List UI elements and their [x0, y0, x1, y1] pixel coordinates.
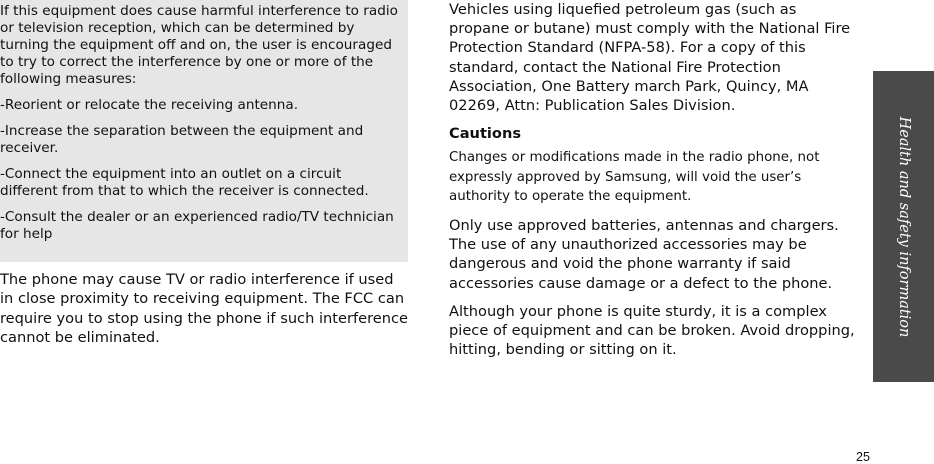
lpg-vehicles-paragraph: Vehicles using liquefied petroleum gas (such as propane or butane) must comply with the National Fire Protection Standard (NFPA-58). For a copy of this standard, contact the National Fire Protection Association, One Battery march Park, Quincy, MA 02269, Attn: Publication Sales Division.	[449, 1, 851, 115]
section-side-tab-label: Health and safety information	[895, 116, 912, 337]
measure-separation: -Increase the separation between the equipment and receiver.	[0, 123, 364, 156]
cautions-intro-paragraph: Changes or modifications made in the radio phone, not expressly approved by Samsung, will void the user’s authority to operate the equipment.	[449, 150, 820, 205]
approved-accessories-paragraph: Only use approved batteries, antennas and chargers. The use of any unauthorized accessories may be dangerous and void the phone warranty if said accessories cause damage or a defect to the phone.	[449, 217, 839, 292]
measure-consult: -Consult the dealer or an experienced radio/TV technician for help	[0, 209, 394, 242]
measure-reorient: -Reorient or relocate the receiving antenna.	[0, 97, 299, 113]
tv-radio-interference-paragraph: The phone may cause TV or radio interference if used in close proximity to receiving equipment. The FCC can require you to stop using the phone if such interference cannot be eliminated.	[0, 271, 409, 346]
interference-measures-box	[0, 0, 408, 262]
measure-outlet: -Connect the equipment into an outlet on a circuit different from that to which the receiver is connected.	[0, 166, 369, 199]
section-side-tab	[873, 71, 934, 382]
page-number: 25	[856, 450, 870, 464]
right-column	[449, 0, 859, 359]
phone-sturdy-paragraph: Although your phone is quite sturdy, it is a complex piece of equipment and can be broken. Avoid dropping, hitting, bending or sitting on it.	[449, 302, 855, 359]
interference-intro: If this equipment does cause harmful interference to radio or television reception, which can be determined by turning the equipment off and on, the user is encouraged to try to correct the interference by one or more of the following measures:	[0, 3, 398, 87]
cautions-heading: Cautions	[449, 125, 522, 143]
